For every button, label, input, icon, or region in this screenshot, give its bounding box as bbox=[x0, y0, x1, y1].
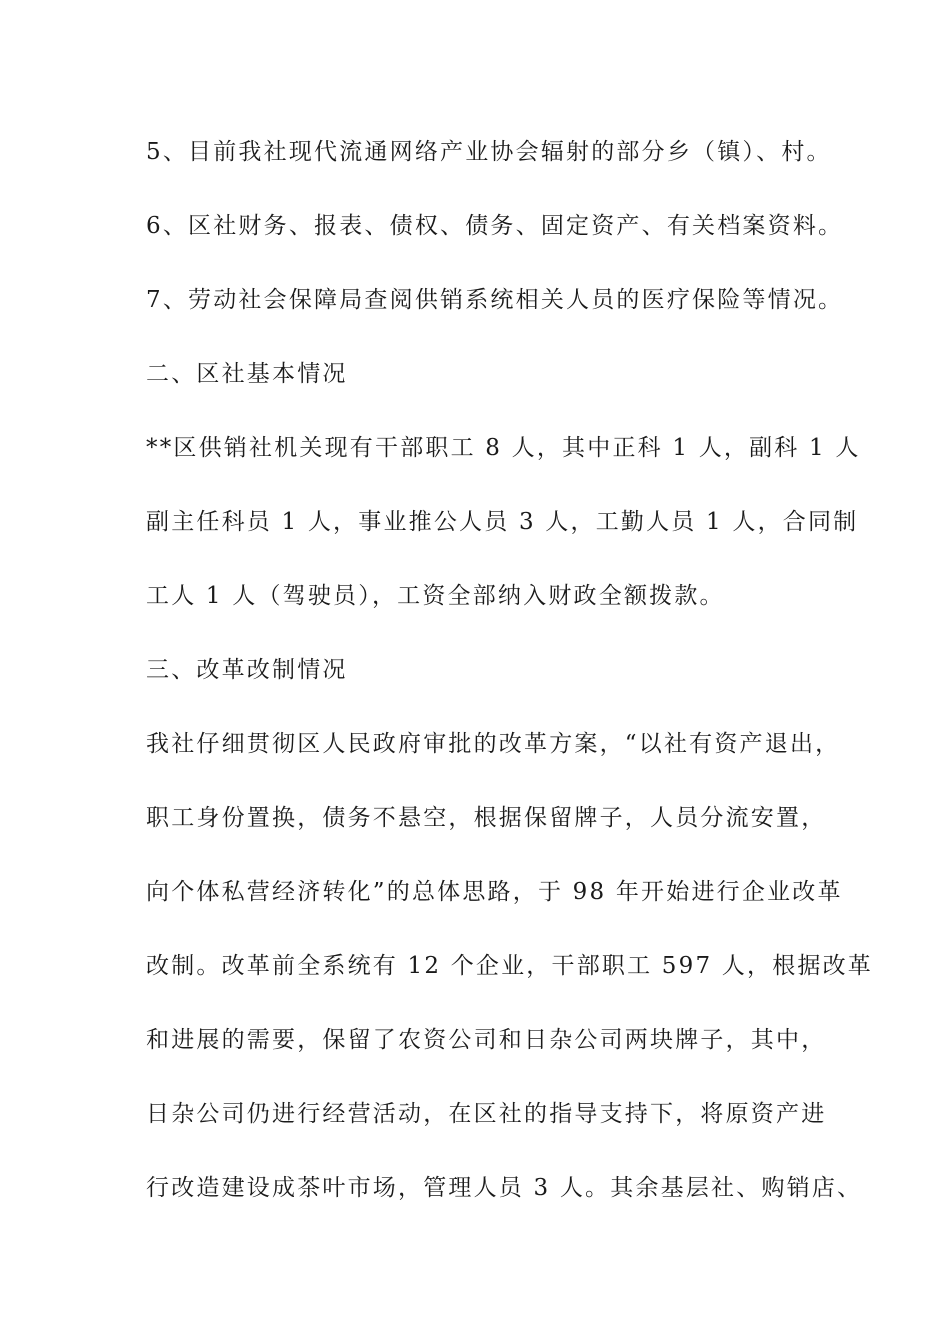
paragraph-line: 职工身份置换，债务不悬空，根据保留牌子，人员分流安置， bbox=[146, 805, 827, 831]
paragraph-line: 向个体私营经济转化”的总体思路，于 98 年开始进行企业改革 bbox=[146, 879, 843, 905]
paragraph-line: **区供销社机关现有干部职工 8 人，其中正科 1 人，副科 1 人 bbox=[146, 435, 861, 461]
list-item-6: 6、区社财务、报表、债权、债务、固定资产、有关档案资料。 bbox=[146, 213, 844, 239]
paragraph-line: 行改造建设成茶叶市场，管理人员 3 人。其余基层社、购销店、 bbox=[146, 1175, 863, 1201]
list-item-5: 5、目前我社现代流通网络产业协会辐射的部分乡（镇）、村。 bbox=[146, 139, 832, 165]
paragraph-line: 改制。改革前全系统有 12 个企业，干部职工 597 人，根据改革 bbox=[146, 953, 874, 979]
paragraph-line: 和进展的需要，保留了农资公司和日杂公司两块牌子，其中， bbox=[146, 1027, 827, 1053]
paragraph-line: 工人 1 人（驾驶员），工资全部纳入财政全额拨款。 bbox=[146, 583, 725, 609]
paragraph-line: 日杂公司仍进行经营活动，在区社的指导支持下，将原资产进 bbox=[146, 1101, 827, 1127]
paragraph-line: 副主任科员 1 人，事业推公人员 3 人，工勤人员 1 人，合同制 bbox=[146, 509, 859, 535]
paragraph-line: 我社仔细贯彻区人民政府审批的改革方案，“以社有资产退出， bbox=[146, 731, 841, 757]
section-heading-reform: 三、改革改制情况 bbox=[146, 657, 348, 683]
section-heading-basic-info: 二、区社基本情况 bbox=[146, 361, 348, 387]
list-item-7: 7、劳动社会保障局查阅供销系统相关人员的医疗保险等情况。 bbox=[146, 287, 844, 313]
